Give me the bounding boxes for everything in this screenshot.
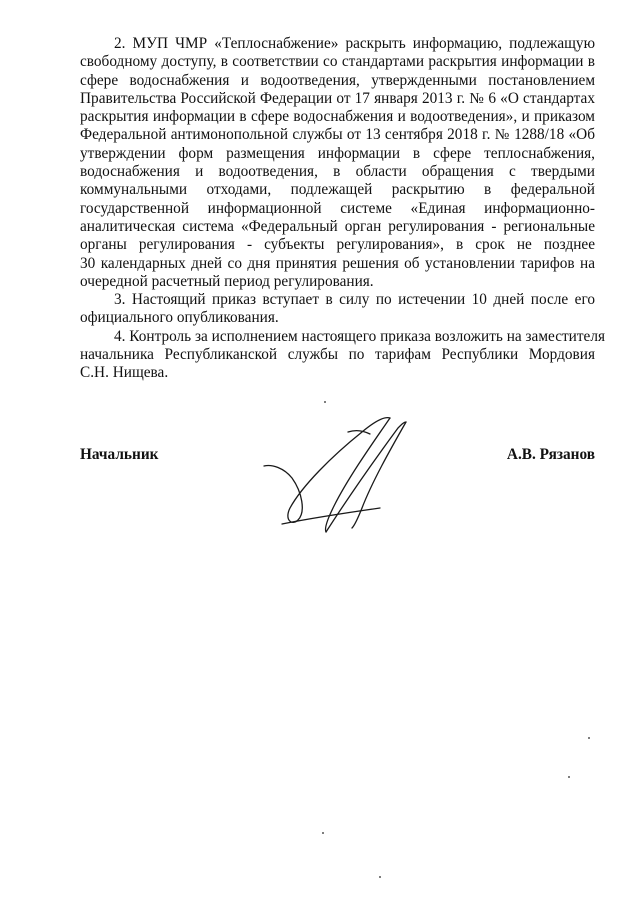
document-body: [80, 35, 605, 383]
text-line: 30 календарных дней со дня принятия решения об установлении тарифов на: [80, 254, 595, 272]
text-line: сфере водоснабжения и водоотведения, утвержденными постановлением: [80, 71, 595, 89]
handwritten-signature: [262, 408, 422, 543]
text-line: 2. МУП ЧМР «Теплоснабжение» раскрыть информацию, подлежащую: [114, 35, 595, 52]
text-line: Правительства Российской Федерации от 17 января 2013 г. № 6 «О стандартах: [80, 89, 595, 107]
text-line: Федеральной антимонопольной службы от 13 сентября 2018 г. № 1288/18 «Об: [80, 126, 595, 144]
scan-speck: [322, 832, 324, 834]
paragraph-2: [80, 35, 595, 291]
text-line: водоснабжения и водоотведения, в области обращения с твердыми: [80, 163, 595, 181]
text-line: государственной информационной системе «Единая информационно-: [80, 199, 595, 217]
text-line: раскрытия информации в сфере водоснабжения и водоотведения», и приказом: [80, 108, 595, 126]
signatory-title: Начальник: [80, 446, 159, 463]
text-line: коммунальными отходами, подлежащей раскрытию в федеральной: [80, 181, 595, 199]
text-line: начальника Республиканской службы по тарифам Республики Мордовия: [80, 346, 595, 364]
text-line: утверждении форм размещения информации в сфере теплоснабжения,: [80, 144, 595, 162]
text-line: органы регулирования - субъекты регулирования», в срок не позднее: [80, 236, 595, 254]
scan-speck: [588, 737, 590, 739]
text-line: С.Н. Нищева.: [80, 364, 169, 382]
text-line: аналитическая система «Федеральный орган регулирования - региональные: [80, 217, 595, 235]
signatory-name: А.В. Рязанов: [506, 446, 595, 463]
scan-speck: [568, 776, 570, 778]
text-line: официального опубликования.: [80, 309, 279, 327]
text-line: 3. Настоящий приказ вступает в силу по истечении 10 дней после его: [114, 291, 595, 309]
scan-speck: [324, 401, 326, 403]
text-line: очередной расчетный период регулирования.: [80, 272, 374, 290]
text-line: 4. Контроль за исполнением настоящего приказа возложить на заместителя: [114, 327, 605, 345]
scan-speck: [379, 876, 381, 878]
paragraph-4: [80, 327, 605, 383]
text-line: свободному доступу, в соответствии со стандартами раскрытия информации в: [80, 53, 595, 71]
paragraph-3: [80, 291, 595, 328]
